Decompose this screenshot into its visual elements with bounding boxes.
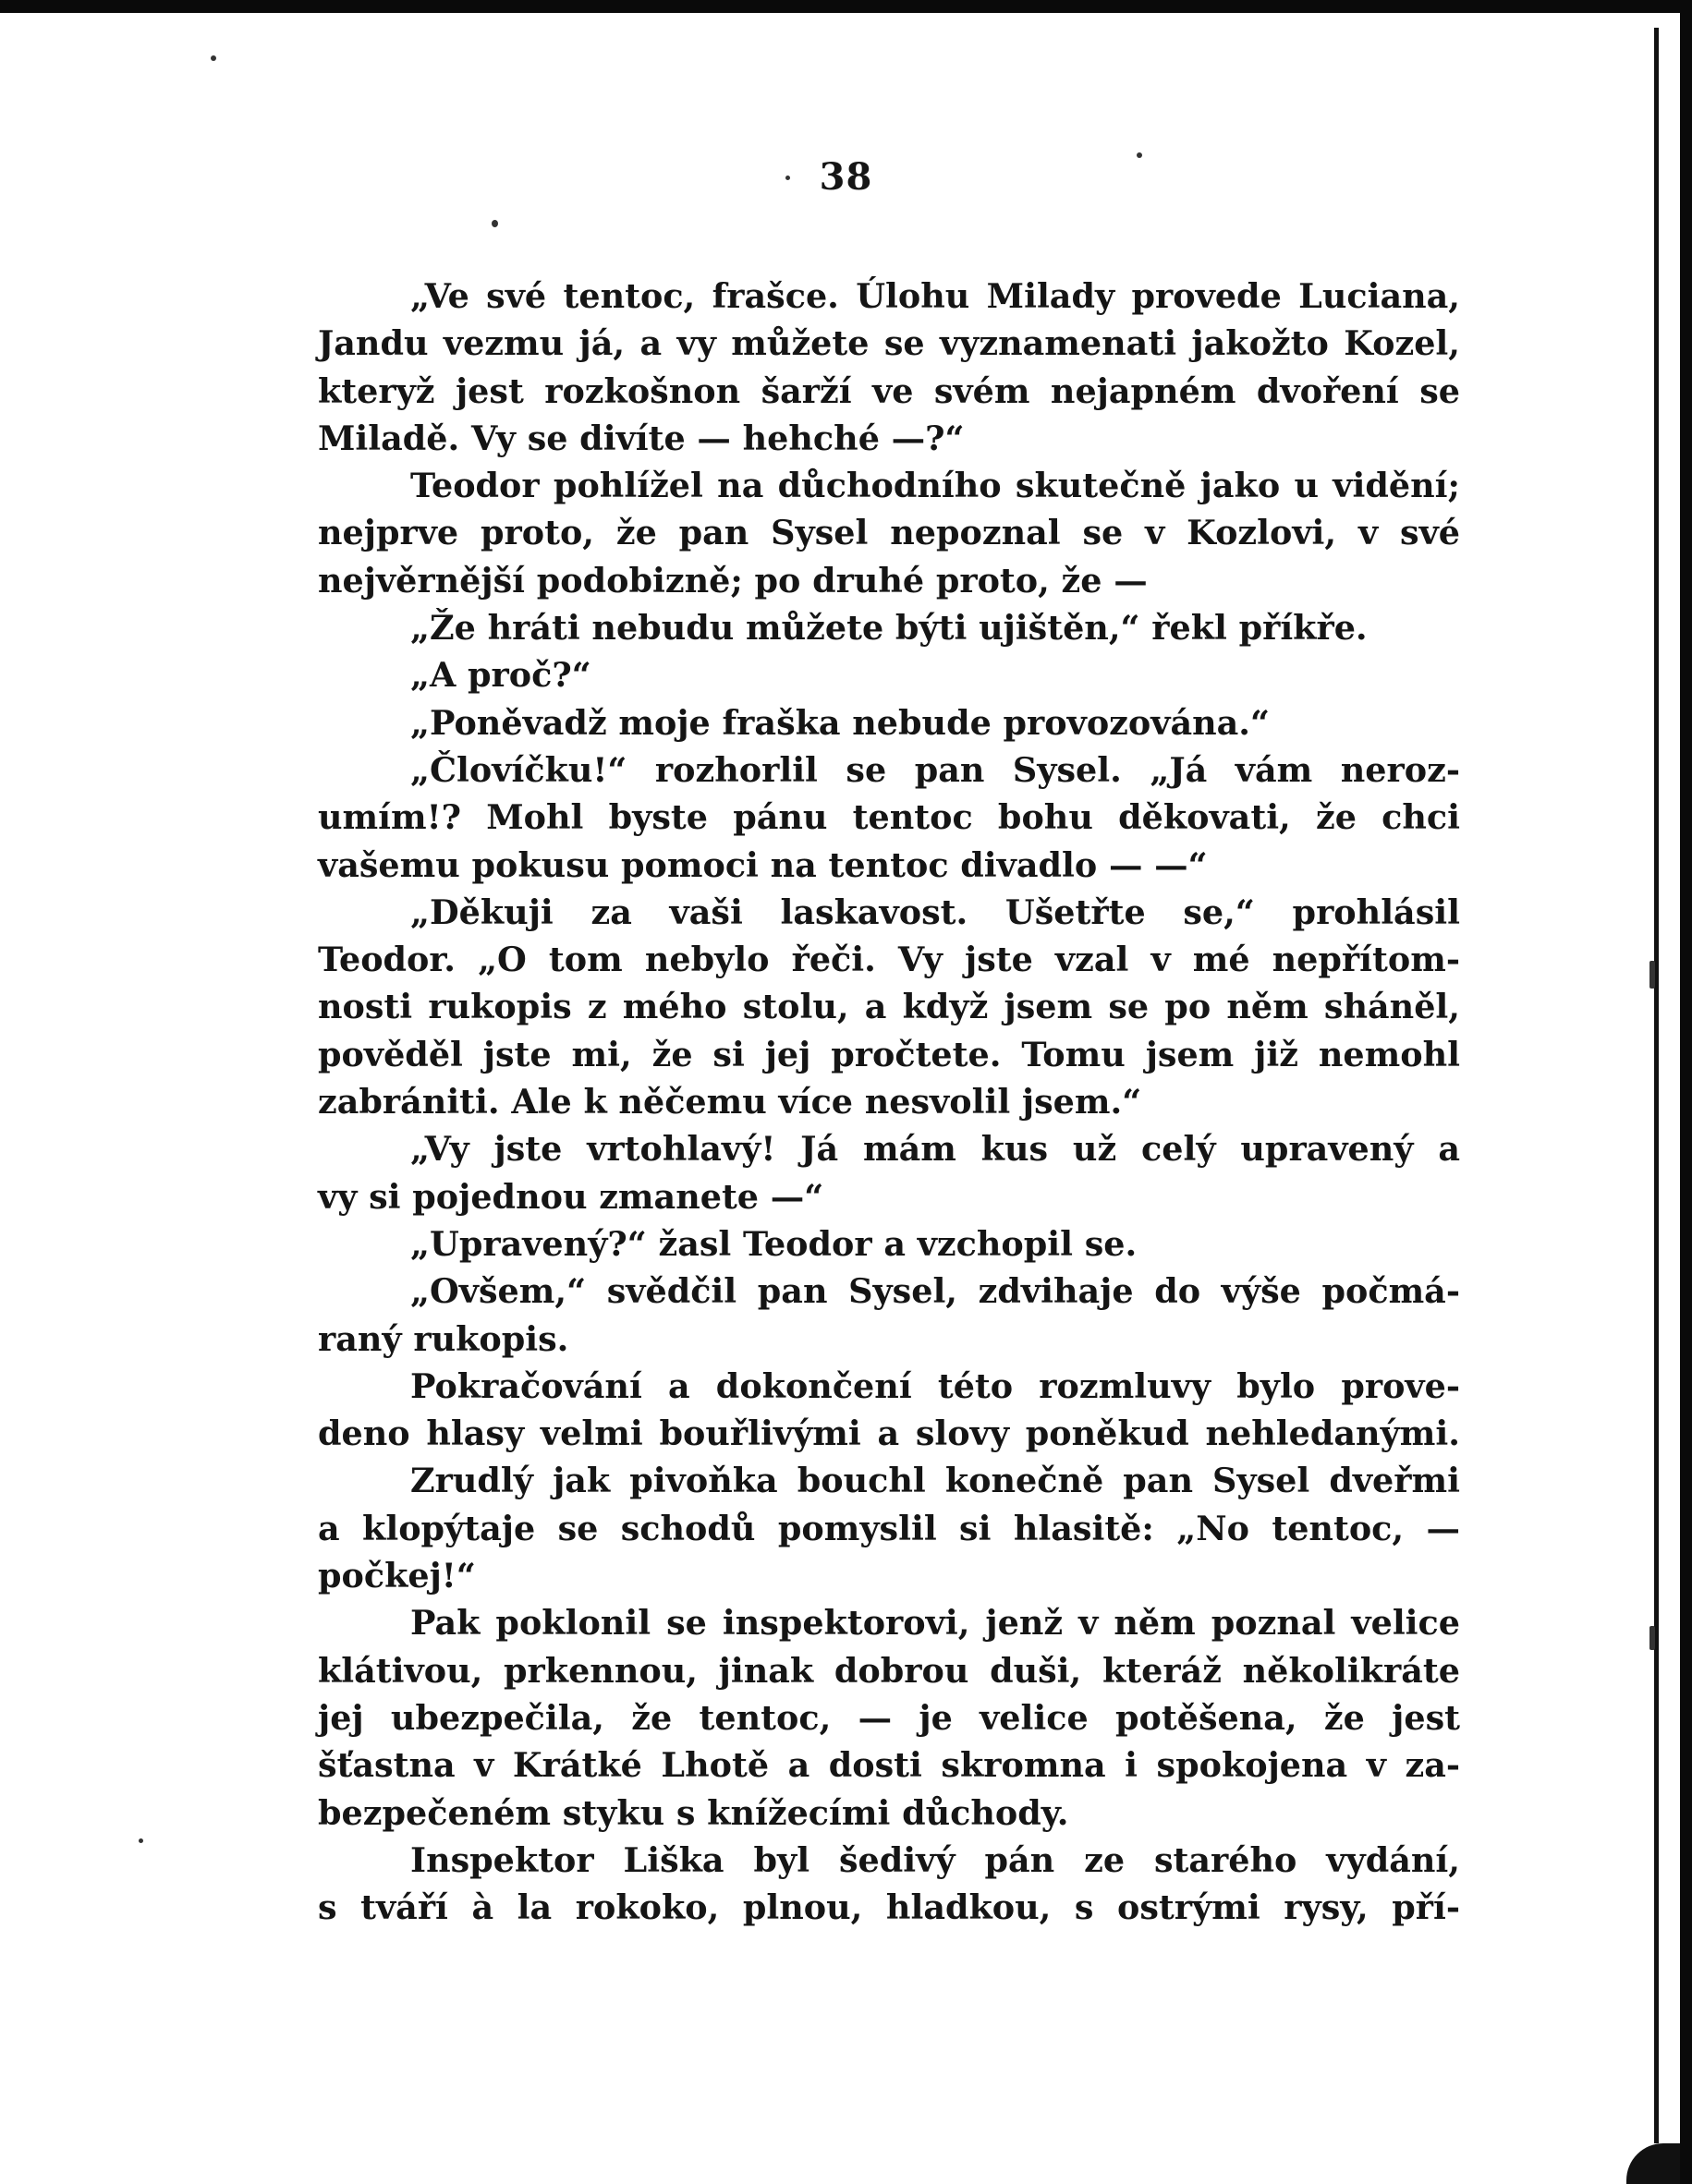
scan-speck <box>139 1838 143 1843</box>
text-line: klátivou, prkennou, jinak dobrou duši, kteráž několikráte <box>318 1650 1460 1691</box>
text-line: šťastna v Krátké Lhotě a dosti skromna i spokojena v za- <box>318 1745 1460 1786</box>
text-line: „Ve své tentoc, frašce. Úlohu Milady provede Luciana, <box>410 276 1460 316</box>
text-line: „A proč?“ <box>410 655 591 696</box>
text-line: vašemu pokusu pomoci na tentoc divadlo — —“ <box>318 844 1208 885</box>
text-line: deno hlasy velmi bouřlivými a slovy poněkud nehledanými. <box>318 1414 1460 1454</box>
text-line: umím!? Mohl byste pánu tentoc bohu děkovati, že chci <box>318 797 1460 838</box>
text-line: raný rukopis. <box>318 1318 569 1359</box>
scan-speck <box>1649 1626 1655 1650</box>
page-number: 38 <box>819 155 873 199</box>
text-line: „Vy jste vrtohlavý! Já mám kus už celý upravený a <box>410 1129 1460 1170</box>
scan-right-rule <box>1654 28 1659 2143</box>
text-line: „Upravený?“ žasl Teodor a vzchopil se. <box>410 1223 1138 1264</box>
text-line: bezpečeném styku s knížecími důchody. <box>318 1792 1069 1833</box>
body-text <box>318 273 1460 1931</box>
scan-right-edge <box>1680 0 1692 2184</box>
scan-top-edge <box>0 0 1692 13</box>
text-line: Zrudlý jak pivoňka bouchl konečně pan Sysel dveřmi <box>410 1461 1460 1501</box>
text-line: nejprve proto, že pan Sysel nepoznal se v Kozlovi, v své <box>318 513 1460 553</box>
scan-corner-shadow <box>1626 2143 1680 2184</box>
text-line: Pak poklonil se inspektorovi, jenž v něm poznal velice <box>410 1603 1460 1644</box>
text-line: „Děkuji za vaši laskavost. Ušetřte se,“ prohlásil <box>410 892 1460 932</box>
text-line: Pokračování a dokončení této rozmluvy bylo prove- <box>410 1365 1460 1406</box>
text-line: jej ubezpečila, že tentoc, — je velice potěšena, že jest <box>318 1697 1460 1738</box>
scan-speck <box>492 220 498 227</box>
text-line: Jandu vezmu já, a vy můžete se vyznamenati jakožto Kozel, <box>318 323 1460 364</box>
text-line: „Ovšem,“ svědčil pan Sysel, zdvihaje do výše počmá- <box>410 1271 1460 1312</box>
text-line: „Človíčku!“ rozhorlil se pan Sysel. „Já vám neroz- <box>410 749 1460 790</box>
text-line: „Poněvadž moje fraška nebude provozována.“ <box>410 702 1271 743</box>
text-line: nosti rukopis z mého stolu, a když jsem se po něm sháněl, <box>318 987 1460 1027</box>
text-line: počkej!“ <box>318 1556 476 1596</box>
text-line: s tváří à la rokoko, plnou, hladkou, s ostrými rysy, pří- <box>318 1887 1460 1928</box>
text-line: vy si pojednou zmanete —“ <box>318 1176 824 1217</box>
text-line: kteryž jest rozkošnon šarží ve svém nejapném dvoření se <box>318 370 1460 411</box>
text-line: Miladě. Vy se divíte — hehché —?“ <box>318 418 965 458</box>
scan-speck <box>1649 961 1655 989</box>
text-line: zabrániti. Ale k něčemu více nesvolil jsem.“ <box>318 1082 1142 1122</box>
scan-speck <box>211 55 216 61</box>
text-line: pověděl jste mi, že si jej pročtete. Tomu jsem již nemohl <box>318 1034 1460 1074</box>
text-line: nejvěrnější podobizně; po druhé proto, že — <box>318 560 1148 601</box>
text-line: Teodor. „O tom nebylo řeči. Vy jste vzal v mé nepřítom- <box>318 940 1460 980</box>
text-line: „Že hráti nebudu můžete býti ujištěn,“ řekl příkře. <box>410 608 1368 649</box>
text-line: a klopýtaje se schodů pomyslil si hlasitě: „No tentoc, — <box>318 1508 1460 1548</box>
text-line: Inspektor Liška byl šedivý pán ze starého vydání, <box>410 1839 1460 1880</box>
text-line: Teodor pohlížel na důchodního skutečně jako u vidění; <box>410 466 1460 506</box>
